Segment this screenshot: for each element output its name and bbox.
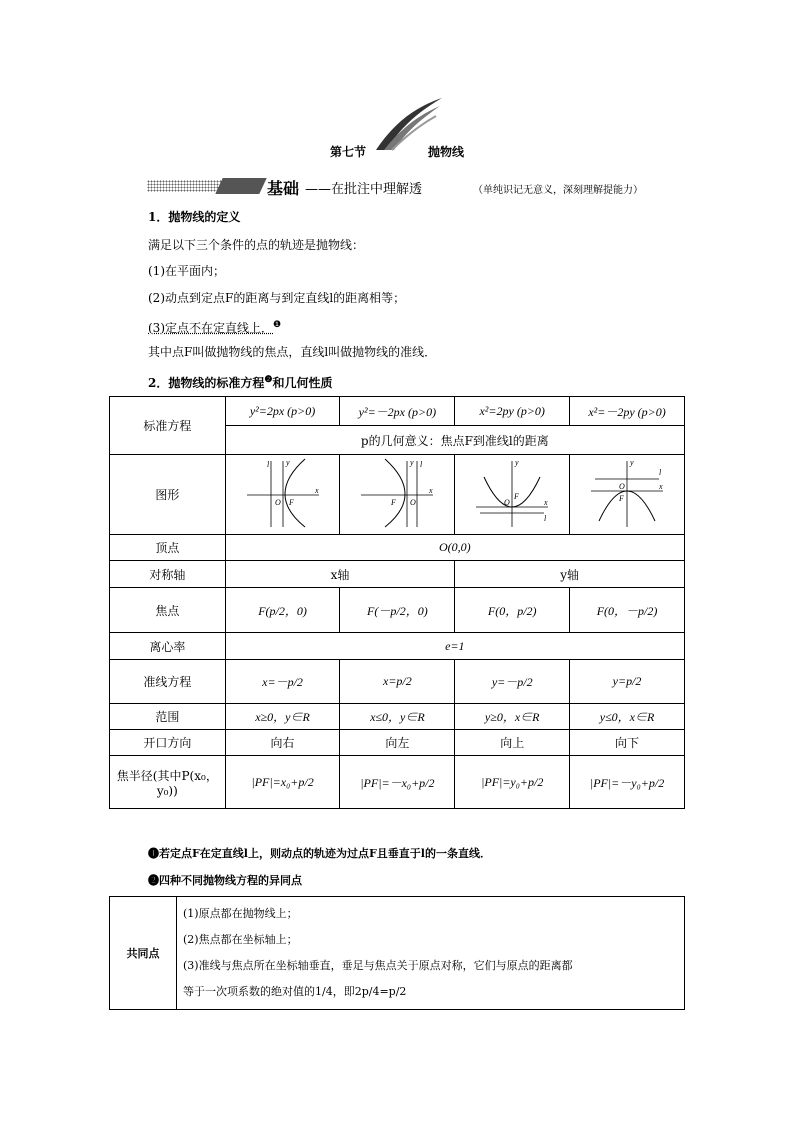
parabola-up-graph: [472, 455, 552, 531]
vertex-value: O(0,0): [225, 535, 684, 561]
parabola-down-graph: [587, 455, 667, 531]
graph-label: O: [410, 498, 417, 507]
graph-label: x: [544, 498, 548, 507]
equation-4: x²=－2py (p>0): [570, 397, 685, 426]
properties-table: [109, 396, 685, 809]
graph-label: y: [515, 458, 519, 467]
opening-4: 向下: [570, 730, 685, 756]
graph-label: O: [504, 498, 510, 507]
footnote-1: ❶若定点F在定直线l上，则动点的轨迹为过点F且垂直于l的一条直线．: [148, 847, 491, 860]
range-1: x≥0，y∈R: [225, 704, 340, 730]
graph-left: [340, 455, 455, 535]
common-line-1: (1)原点都在抛物线上；: [183, 907, 298, 920]
equation-heading: [148, 372, 332, 391]
row-label-focal-radius: 焦半径(其中P(x₀，y₀)): [110, 756, 226, 809]
graph-right: [225, 455, 340, 535]
common-line-4: 等于一次项系数的绝对值的1/4，即2p/4=p/2: [183, 985, 407, 998]
focal-radius-1: |PF|=x₀+p/2: [225, 756, 340, 809]
parabola-right-graph: [243, 455, 323, 531]
definition-heading: 1．抛物线的定义: [148, 210, 241, 224]
axis-y: y轴: [455, 561, 685, 588]
equation-heading-text: 2．抛物线的标准方程: [148, 376, 265, 390]
focal-radius-3: |PF|=y₀+p/2: [455, 756, 570, 809]
focus-3: F(0，p/2): [455, 588, 570, 633]
common-line-3: (3)准线与焦点所在坐标轴垂直，垂足与焦点关于原点对称，它们与原点的距离都: [183, 959, 573, 972]
footnote-marker-1: ❶: [273, 320, 282, 330]
range-3: y≥0，x∈R: [455, 704, 570, 730]
definition-intro: 满足以下三个条件的点的轨迹是抛物线：: [148, 238, 365, 252]
graph-down: [570, 455, 685, 535]
graph-label: x: [314, 486, 319, 495]
focus-2: F(－p/2，0): [340, 588, 455, 633]
equation-2: y²=－2px (p>0): [340, 397, 455, 426]
axis-x: x轴: [225, 561, 455, 588]
row-label-range: 范围: [110, 704, 226, 730]
common-content: [177, 897, 685, 1010]
common-line-2: (2)焦点都在坐标轴上；: [183, 933, 298, 946]
graph-label: y: [285, 458, 290, 467]
banner-bar: [215, 178, 266, 194]
focal-radius-4: |PF|=－y₀+p/2: [570, 756, 685, 809]
graph-label: l: [420, 460, 423, 469]
condition-3-text: (3)定点不在定直线上．: [148, 321, 273, 335]
row-label-focus: 焦点: [110, 588, 226, 633]
footnote-marker-2: ❷: [264, 375, 273, 385]
directrix-1: x=－p/2: [225, 660, 340, 704]
row-label-vertex: 顶点: [110, 535, 226, 561]
definition-tail: 其中点F叫做抛物线的焦点，直线l叫做抛物线的准线．: [148, 345, 437, 359]
banner-note: （单纯识记无意义，深刻理解提能力）: [473, 185, 643, 196]
graph-label: x: [429, 486, 433, 495]
row-label-graph: 图形: [110, 455, 226, 535]
banner-dot-pattern: [147, 180, 223, 192]
graph-label: F: [288, 498, 294, 507]
row-label-eccentricity: 离心率: [110, 633, 226, 660]
page-title: [0, 143, 794, 160]
graph-label: l: [659, 468, 662, 477]
directrix-4: y=p/2: [570, 660, 685, 704]
range-2: x≤0，y∈R: [340, 704, 455, 730]
basics-banner: [147, 176, 687, 196]
graph-label: y: [630, 458, 634, 467]
parabola-left-graph: [357, 455, 437, 531]
graph-label: l: [266, 460, 269, 469]
graph-label: F: [391, 498, 397, 507]
common-points-table: [109, 896, 685, 1010]
graph-label: F: [619, 494, 624, 503]
eccentricity-value: e=1: [225, 633, 684, 660]
directrix-2: x=p/2: [340, 660, 455, 704]
range-4: y≤0，x∈R: [570, 704, 685, 730]
graph-label: l: [544, 514, 547, 523]
opening-1: 向右: [225, 730, 340, 756]
row-label-equation: 标准方程: [110, 397, 226, 455]
banner-subtitle: ——在批注中理解透: [305, 182, 423, 197]
equation-1: y²=2px (p>0): [225, 397, 340, 426]
condition-3: [148, 317, 281, 336]
graph-label: F: [514, 492, 520, 501]
equation-heading-tail: 和几何性质: [272, 376, 333, 390]
opening-3: 向上: [455, 730, 570, 756]
row-label-directrix: 准线方程: [110, 660, 226, 704]
condition-1: (1)在平面内；: [148, 264, 225, 278]
p-meaning: p的几何意义：焦点F到准线l的距离: [225, 426, 684, 455]
common-label: 共同点: [110, 897, 177, 1010]
opening-2: 向左: [340, 730, 455, 756]
row-label-opening: 开口方向: [110, 730, 226, 756]
banner-title: 基础: [267, 179, 300, 198]
row-label-axis: 对称轴: [110, 561, 226, 588]
graph-label: y: [410, 458, 414, 467]
footnote-2: ❷四种不同抛物线方程的异同点: [148, 874, 302, 887]
focus-4: F(0，－p/2): [570, 588, 685, 633]
graph-label: O: [619, 482, 625, 491]
focal-radius-2: |PF|=－x₀+p/2: [340, 756, 455, 809]
section-number: 第七节: [329, 145, 366, 159]
section-topic: 抛物线: [428, 145, 465, 159]
directrix-3: y=－p/2: [455, 660, 570, 704]
graph-up: [455, 455, 570, 535]
equation-3: x²=2py (p>0): [455, 397, 570, 426]
focus-1: F(p/2，0): [225, 588, 340, 633]
condition-2: (2)动点到定点F的距离与到定直线l的距离相等；: [148, 291, 406, 305]
graph-label: O: [274, 498, 281, 507]
graph-label: x: [659, 482, 663, 491]
